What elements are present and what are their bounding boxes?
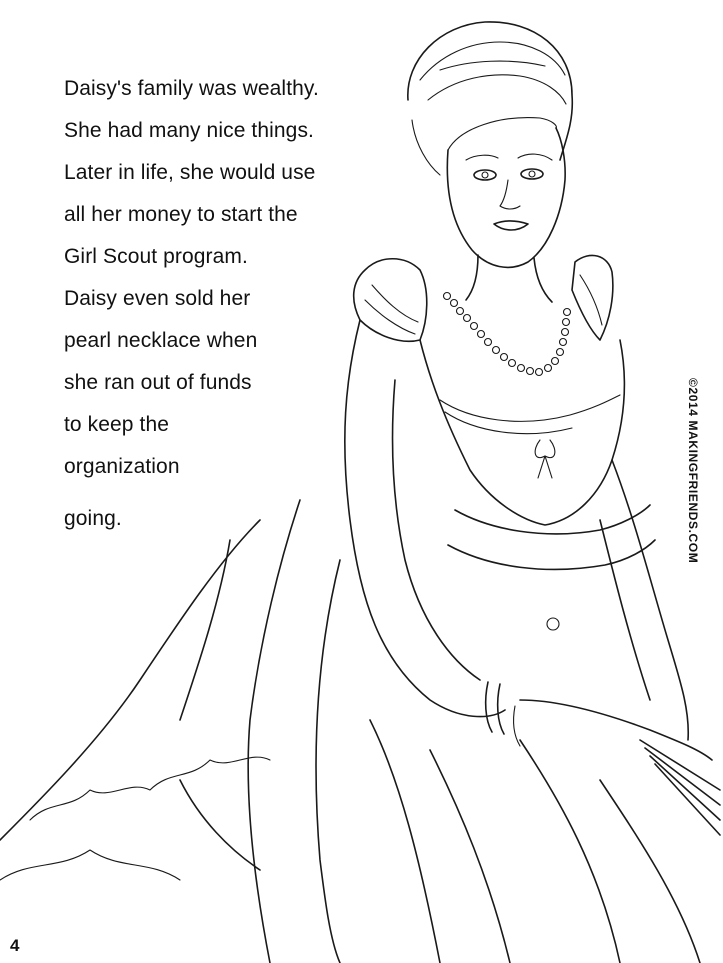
story-line-5: Girl Scout program. (64, 245, 248, 268)
story-line-1: Daisy's family was wealthy. (64, 77, 319, 100)
ruffle (30, 757, 270, 820)
story-line-11: going. (64, 507, 122, 530)
story-line-6: Daisy even sold her (64, 287, 251, 310)
skirt-outline (0, 520, 260, 840)
story-line-10: organization (64, 455, 180, 478)
story-line-2: She had many nice things. (64, 119, 314, 142)
copyright-notice: ©2014 MAKINGFRIENDS.COM (686, 378, 700, 564)
story-line-9: to keep the (64, 413, 170, 436)
page-number: 4 (10, 936, 20, 955)
bracelet (486, 682, 504, 734)
story-line-8: she ran out of funds (64, 371, 252, 394)
face-outline (447, 128, 565, 267)
story-line-3: Later in life, she would use (64, 161, 316, 184)
mouth (494, 221, 528, 230)
nose (500, 180, 520, 209)
right-brow (518, 154, 552, 160)
pearl-necklace (444, 293, 571, 376)
left-brow (466, 155, 498, 160)
waist-sash (455, 505, 650, 534)
story-line-4: all her money to start the (64, 203, 298, 226)
story-text (64, 68, 384, 540)
bow (535, 440, 555, 478)
hands (520, 700, 712, 760)
folded-fan (640, 740, 720, 835)
story-line-7: pearl necklace when (64, 329, 258, 352)
